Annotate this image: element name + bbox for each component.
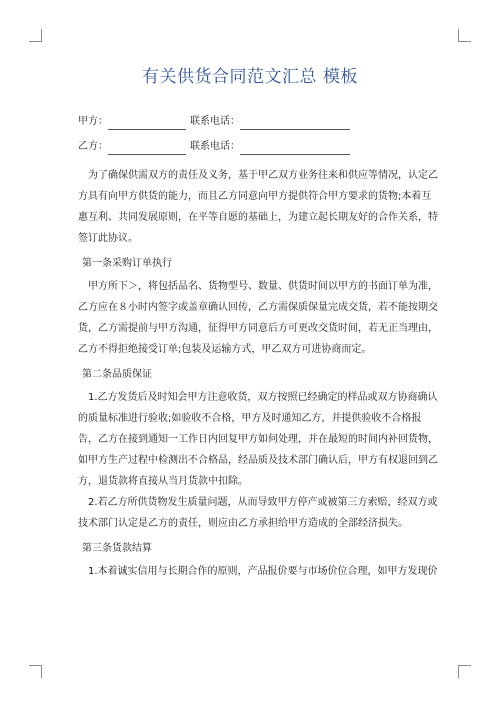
document-title: 有关供货合同范文汇总 模板 (142, 67, 358, 87)
party-a-label: 甲方： (78, 116, 108, 127)
intro-paragraph: 为了确保供需双方的责任及义务，基于甲乙双方业务往来和供应等情况，认定乙方具有向甲方供货的能力，而且乙方同意向甲方提供符合甲方要求的货物;本着互惠互利、共同发展原则，在平等自愿的基础上，为建立起长期友好的合作关系，特签订此协议。 (78, 170, 438, 244)
party-a-phone-label: 联系电话： (190, 116, 240, 127)
section-2-paragraph-1: 1.乙方发货后及时知会甲方注意收货，双方按照已经确定的样品或双方协商确认的质量标准进行验收;如验收不合格，甲方及时通知乙方，并提供验收不合格报告，乙方在接到通知一工作日内回复甲方如何处理，并在最短的时间内补回货物，如甲方生产过程中检测出不合格品，经品质及技术部门确认后，甲方有权退回到乙方，退货款将直接从当月货款中扣除。 (78, 392, 438, 487)
crop-mark-top-left (29, 29, 42, 42)
section-1-heading: 第一条采购订单执行 (82, 258, 172, 269)
party-a-phone-blank[interactable] (240, 117, 350, 130)
crop-mark-top-right (458, 29, 471, 42)
party-b-label: 乙方： (78, 141, 108, 152)
party-a-row (78, 114, 440, 139)
section-3-paragraph-1: 1.本着诚实信用与长期合作的原则，产品报价要与市场价位合理，如甲方发现价 (88, 566, 438, 577)
document-body (78, 114, 440, 582)
party-b-phone-label: 联系电话： (190, 141, 240, 152)
section-2-paragraph-2: 2.若乙方所供货物发生质量问题，从而导致甲方停产或被第三方索赔，经双方或技术部门认定是乙方的责任，则应由乙方承担给甲方造成的全部经济损失。 (78, 497, 438, 529)
party-b-blank[interactable] (108, 142, 186, 155)
section-1-paragraph-1: 甲方所下＞，将包括品名、货物型号、数量、供货时间以甲方的书面订单为准，乙方应在８小时内签字或盖章确认回传，乙方需保质保量完成交货，若不能按期交货，乙方需提前与甲方沟通，征得甲方同意后方可更改交货时间，若无正当理由，乙方不得拒绝接受订单;包装及运输方式，甲乙双方可进协商而定。 (78, 281, 438, 355)
party-b-row (78, 139, 440, 164)
section-3-heading: 第三条货款结算 (82, 543, 152, 554)
crop-mark-bottom-right (458, 665, 471, 678)
crop-mark-bottom-left (29, 665, 42, 678)
party-b-phone-blank[interactable] (240, 142, 350, 155)
section-2-heading: 第二条品质保证 (82, 369, 152, 380)
party-a-blank[interactable] (108, 117, 186, 130)
